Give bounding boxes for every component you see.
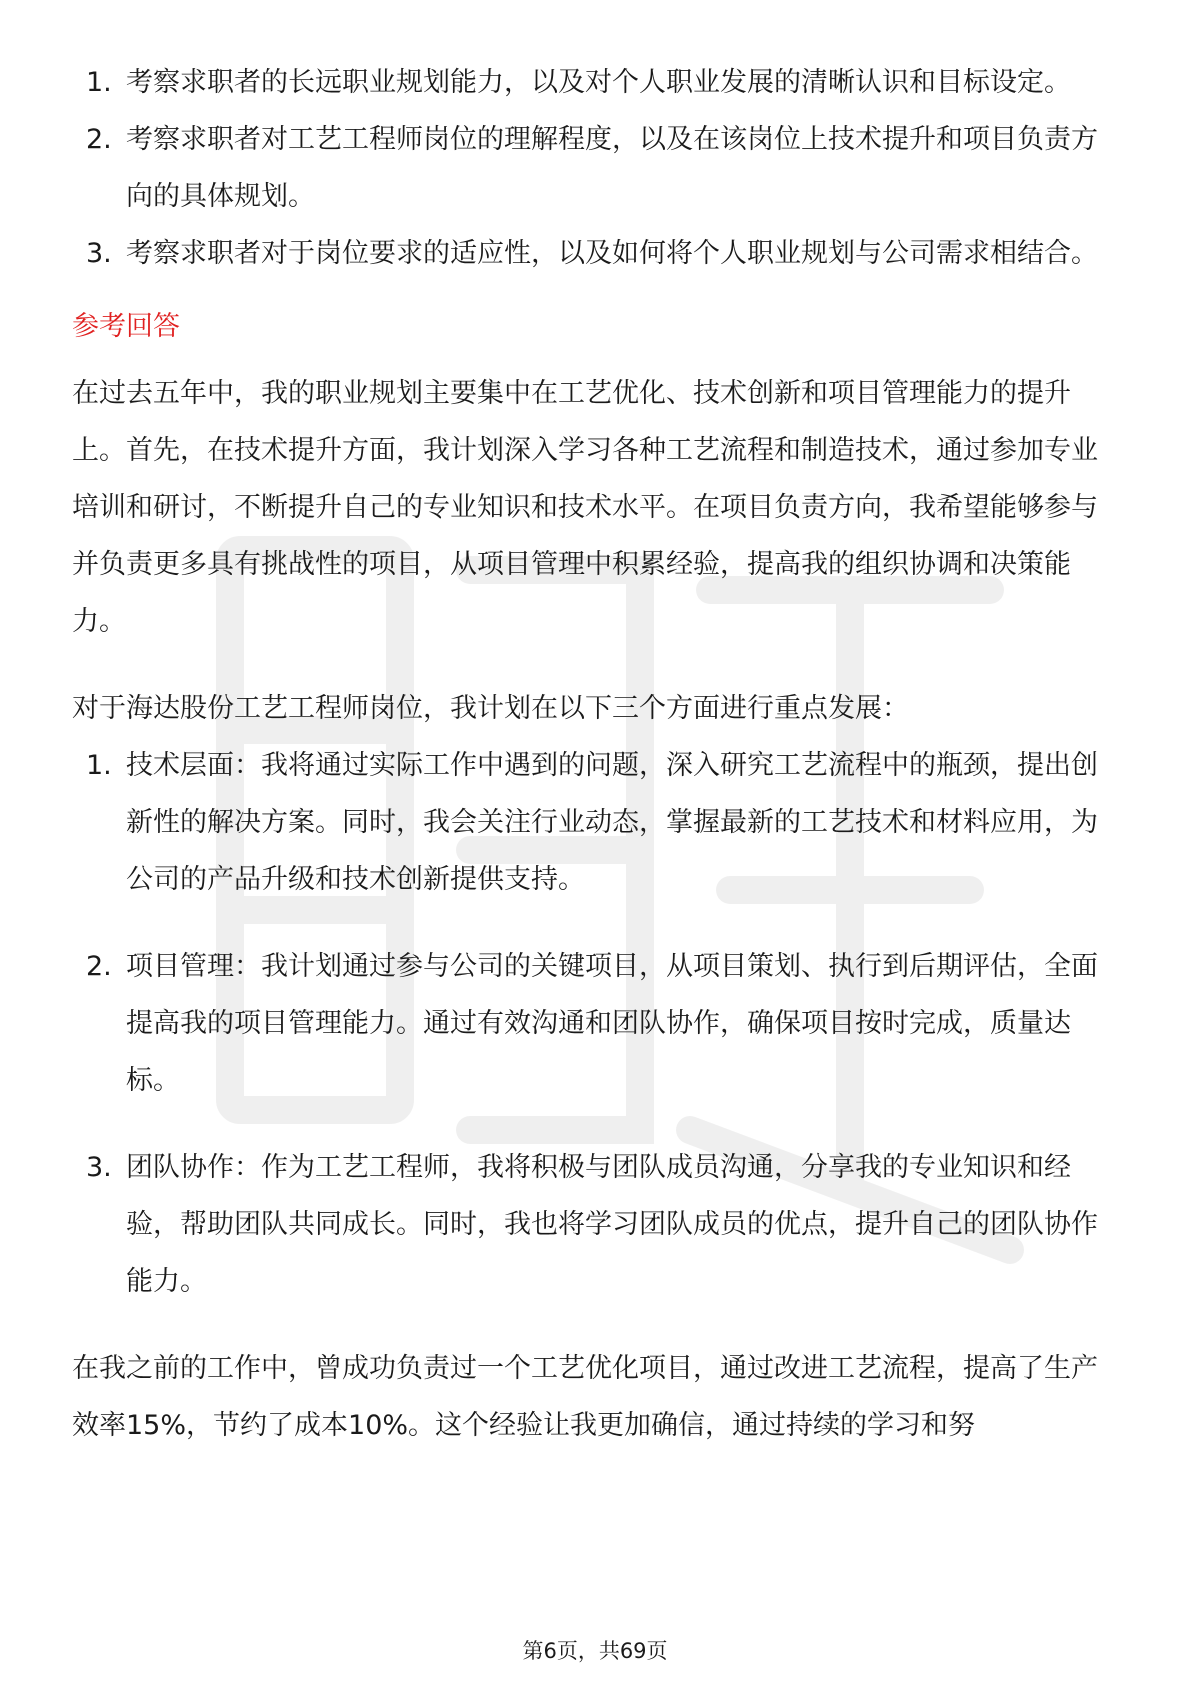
list-item	[72, 225, 1122, 282]
plan-list	[72, 737, 1122, 1310]
closing-paragraph: 在我之前的工作中，曾成功负责过一个工艺优化项目，通过改进工艺流程，提高了生产效率15%，节约了成本10%。这个经验让我更加确信，通过持续的学习和努	[72, 1353, 1098, 1441]
list-number: 3.	[86, 1152, 112, 1183]
list-number: 2.	[86, 124, 112, 155]
answer-heading: 参考回答	[72, 311, 180, 342]
list-text: 技术层面：我将通过实际工作中遇到的问题，深入研究工艺流程中的瓶颈，提出创新性的解决方案。同时，我会关注行业动态，掌握最新的工艺技术和材料应用，为公司的产品升级和技术创新提供支持。	[126, 750, 1098, 895]
list-number: 3.	[86, 238, 112, 269]
list-item	[72, 54, 1122, 111]
list-number: 1.	[86, 67, 112, 98]
plan-lead-paragraph: 对于海达股份工艺工程师岗位，我计划在以下三个方面进行重点发展：	[72, 693, 909, 724]
list-number: 2.	[86, 951, 112, 982]
list-item	[72, 1139, 1122, 1310]
list-item	[72, 737, 1122, 908]
assessment-list	[72, 54, 1122, 282]
main-content	[72, 54, 1122, 1454]
list-item	[72, 111, 1122, 225]
list-text: 团队协作：作为工艺工程师，我将积极与团队成员沟通，分享我的专业知识和经验，帮助团队共同成长。同时，我也将学习团队成员的优点，提升自己的团队协作能力。	[126, 1152, 1098, 1297]
page-footer: 第6页，共69页	[522, 1639, 668, 1663]
list-text: 项目管理：我计划通过参与公司的关键项目，从项目策划、执行到后期评估，全面提高我的项目管理能力。通过有效沟通和团队协作，确保项目按时完成，质量达标。	[126, 951, 1098, 1096]
list-text: 考察求职者的长远职业规划能力，以及对个人职业发展的清晰认识和目标设定。	[126, 67, 1071, 98]
list-text: 考察求职者对工艺工程师岗位的理解程度，以及在该岗位上技术提升和项目负责方向的具体规划。	[126, 124, 1098, 212]
list-item	[72, 938, 1122, 1109]
intro-paragraph: 在过去五年中，我的职业规划主要集中在工艺优化、技术创新和项目管理能力的提升上。首先，在技术提升方面，我计划深入学习各种工艺流程和制造技术，通过参加专业培训和研讨，不断提升自己的专业知识和技术水平。在项目负责方向，我希望能够参与并负责更多具有挑战性的项目，从项目管理中积累经验，提高我的组织协调和决策能力。	[72, 378, 1098, 637]
list-text: 考察求职者对于岗位要求的适应性，以及如何将个人职业规划与公司需求相结合。	[126, 238, 1098, 269]
list-number: 1.	[86, 750, 112, 781]
